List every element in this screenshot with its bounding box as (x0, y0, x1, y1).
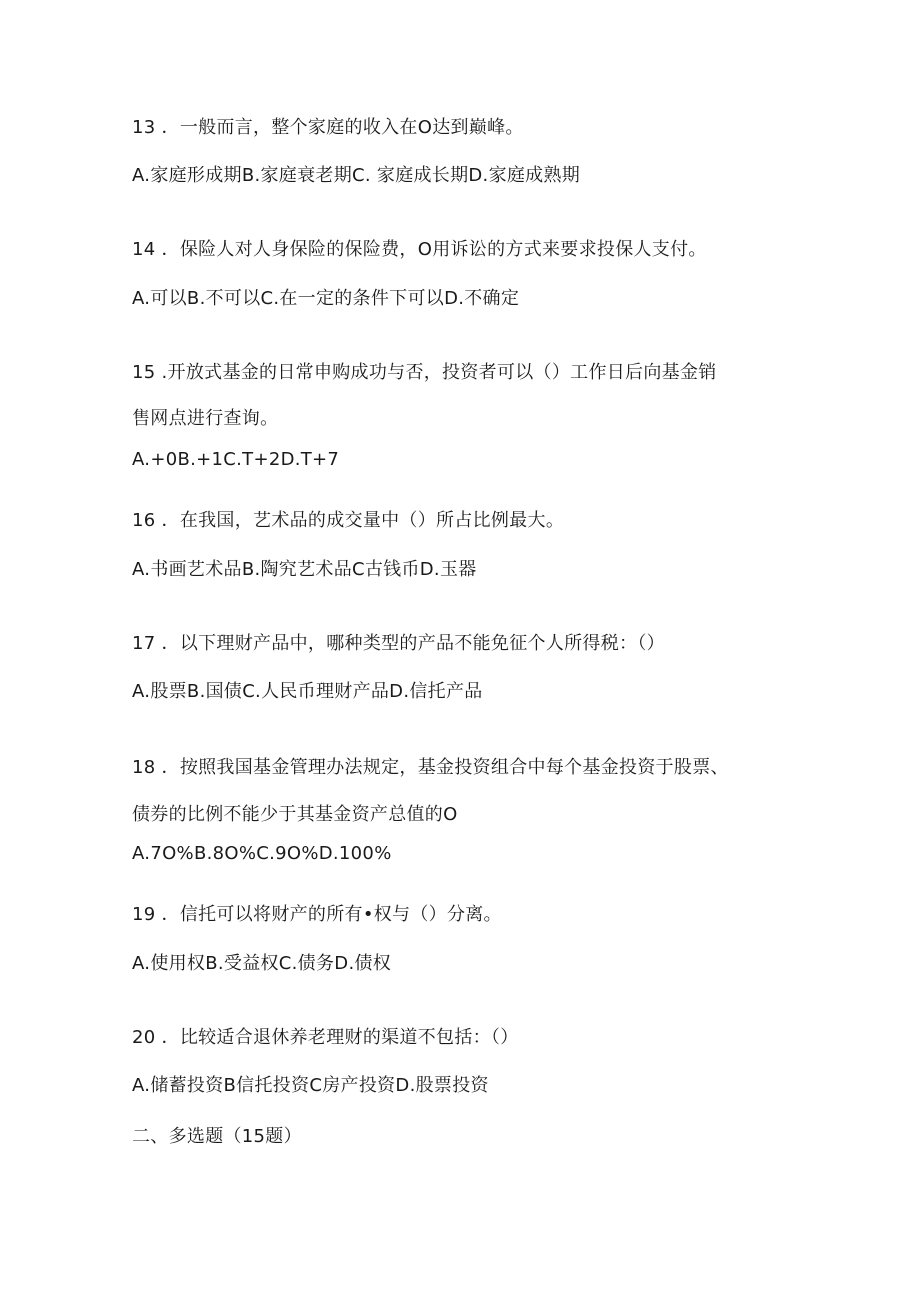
question-20-options: A.储蓄投资B信托投资C房产投资D.股票投资 (132, 1075, 489, 1096)
question-19-options: A.使用权B.受益权C.债务D.债权 (132, 953, 392, 974)
question-15-text: 15 .开放式基金的日常申购成功与否，投资者可以（）工作日后向基金销 (132, 362, 717, 383)
question-14-text: 14 ．保险人对人身保险的保险费，O用诉讼的方式来要求投保人支付。 (132, 239, 707, 260)
question-15-text-continued: 售网点进行查询。 (132, 408, 279, 429)
question-15-options: A.+0B.+1C.T+2D.T+7 (132, 449, 340, 470)
question-13-text: 13 ．一般而言，整个家庭的收入在O达到巅峰。 (132, 117, 524, 138)
question-16-options: A.书画艺术品B.陶究艺术品C古钱币D.玉器 (132, 559, 477, 580)
question-16-text: 16 ．在我国，艺术品的成交量中（）所占比例最大。 (132, 510, 565, 531)
question-20-text: 20 ．比较适合退休养老理财的渠道不包括：（） (132, 1027, 519, 1048)
section-heading: 二、多选题（15题） (132, 1126, 302, 1147)
question-18-text: 18 ．按照我国基金管理办法规定，基金投资组合中每个基金投资于股票、 (132, 757, 729, 778)
question-13-options: A.家庭形成期B.家庭衰老期C. 家庭成长期D.家庭成熟期 (132, 165, 581, 186)
question-14-options: A.可以B.不可以C.在一定的条件下可以D.不确定 (132, 288, 520, 309)
question-18-options: A.7O%B.8O%C.9O%D.100% (132, 843, 392, 864)
question-19-text: 19 ．信托可以将财产的所有•权与（）分离。 (132, 904, 502, 925)
question-18-text-continued: 债券的比例不能少于其基金资产总值的O (132, 804, 458, 825)
question-17-text: 17 ．以下理财产品中，哪种类型的产品不能免征个人所得税：（） (132, 633, 665, 654)
question-17-options: A.股票B.国债C.人民币理财产品D.信托产品 (132, 681, 483, 702)
